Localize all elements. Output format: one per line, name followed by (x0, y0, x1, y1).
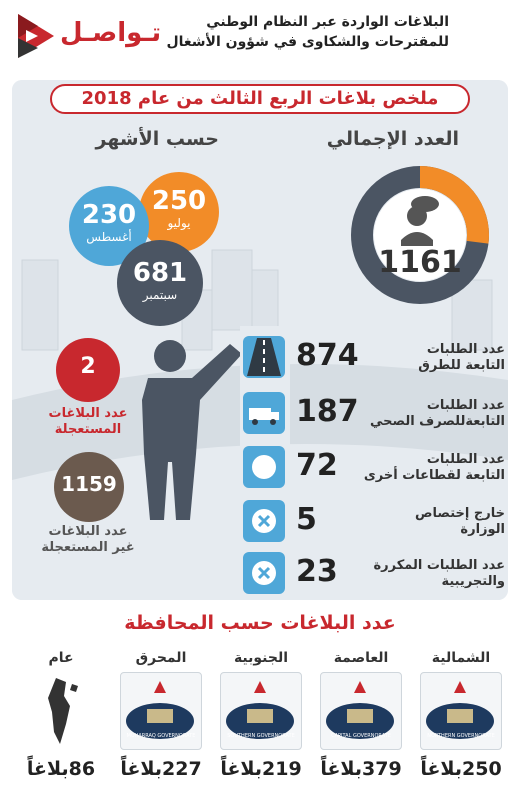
governorate-name: المحرق (135, 650, 187, 666)
governorate-count: 227بلاغاً (120, 758, 202, 780)
month-value: 681 (132, 258, 188, 288)
stat-value: 23 (296, 554, 338, 589)
governorate-card (15, 650, 107, 758)
total-label: العدد الإجمالي (326, 128, 459, 150)
stat-label-line-2: التابعة لقطاعات أخرى (363, 468, 505, 483)
governorate-name: عام (48, 650, 74, 666)
governorate-logo-caption: CAPITAL GOVERNORATE (331, 733, 391, 739)
logo-icon (12, 8, 60, 64)
stat-label (355, 558, 505, 590)
non-urgent-label (30, 524, 146, 556)
x-icon (243, 500, 285, 542)
header-title (159, 12, 449, 52)
governorate-logo (220, 672, 302, 750)
governorate-logo-caption: NORTHERN GOVERNORATE (427, 733, 495, 739)
governorate-name: الجنوبية (233, 650, 289, 666)
governorates-title: عدد البلاغات حسب المحافظة (124, 612, 396, 634)
road-icon (243, 336, 285, 378)
urgent-label (30, 406, 146, 438)
circle-icon (243, 446, 285, 488)
governorate-count: 86بلاغاً (26, 758, 96, 780)
stat-value: 72 (296, 448, 338, 483)
non-urgent-badge (54, 452, 124, 522)
header-line-1: البلاغات الواردة عبر النظام الوطني (206, 14, 449, 30)
stat-value: 5 (296, 502, 317, 537)
governorate-count: 219بلاغاً (220, 758, 302, 780)
stat-label-line-1: عدد الطلبات (426, 452, 505, 467)
quarter-banner: ملخص بلاغات الربع الثالث من عام 2018 (50, 84, 470, 114)
month-bubble-september (117, 240, 203, 326)
non-urgent-label-2: غير المستعجلة (41, 540, 135, 555)
months-label: حسب الأشهر (95, 128, 219, 150)
x-icon (243, 552, 285, 594)
governorate-logo-caption: SOUTHERN GOVERNORATE (227, 733, 295, 739)
stat-label-line-2: التابعةللصرف الصحي (369, 414, 505, 429)
stat-label (355, 398, 505, 430)
stat-label-line-1: خارج إختصاص (415, 506, 505, 521)
stat-label-line-1: عدد الطلبات المكررة (373, 558, 505, 573)
governorate-name: العاصمة (333, 650, 389, 666)
stat-value: 874 (296, 338, 359, 373)
stat-label (355, 452, 505, 484)
month-name: يوليو (167, 216, 191, 230)
stat-label-line-2: التابعة للطرق (418, 358, 505, 373)
header-line-2: للمقترحات والشكاوى في شؤون الأشغال (166, 34, 449, 50)
urgent-label-1: عدد البلاغات (48, 406, 128, 421)
urgent-label-2: المستعجلة (54, 422, 122, 437)
total-donut (345, 160, 495, 310)
stat-label-line-1: عدد الطلبات (426, 398, 505, 413)
governorate-logo-caption: MUHARRAQ GOVERNORATE (126, 733, 196, 739)
stat-label (355, 342, 505, 374)
sewer-truck-icon (243, 392, 285, 434)
governorate-name: الشمالية (431, 650, 491, 666)
stat-label (355, 506, 505, 538)
total-value: 1161 (378, 245, 462, 280)
stat-label-line-2: الوزارة (460, 522, 505, 537)
month-name: سبتمبر (142, 288, 178, 302)
stat-value: 187 (296, 394, 359, 429)
month-value: 230 (81, 200, 137, 230)
governorate-card (315, 650, 407, 758)
month-value: 250 (151, 186, 207, 216)
governorate-count: 379بلاغاً (320, 758, 402, 780)
logo-text: تـواصـل (60, 18, 162, 48)
stat-label-line-1: عدد الطلبات (426, 342, 505, 357)
stat-label-line-2: والتجريبية (441, 574, 505, 589)
urgent-badge (56, 338, 120, 402)
urgent-value: 2 (80, 354, 96, 379)
governorate-logo (120, 672, 202, 750)
governorate-card (215, 650, 307, 758)
bahrain-map-icon (20, 672, 102, 750)
governorate-card (115, 650, 207, 758)
governorate-count: 250بلاغاً (420, 758, 502, 780)
governorate-logo (420, 672, 502, 750)
non-urgent-value: 1159 (61, 472, 117, 496)
governorate-card (415, 650, 507, 758)
non-urgent-label-1: عدد البلاغات (48, 524, 128, 539)
month-name: أغسطس (86, 230, 132, 244)
governorate-logo (320, 672, 402, 750)
